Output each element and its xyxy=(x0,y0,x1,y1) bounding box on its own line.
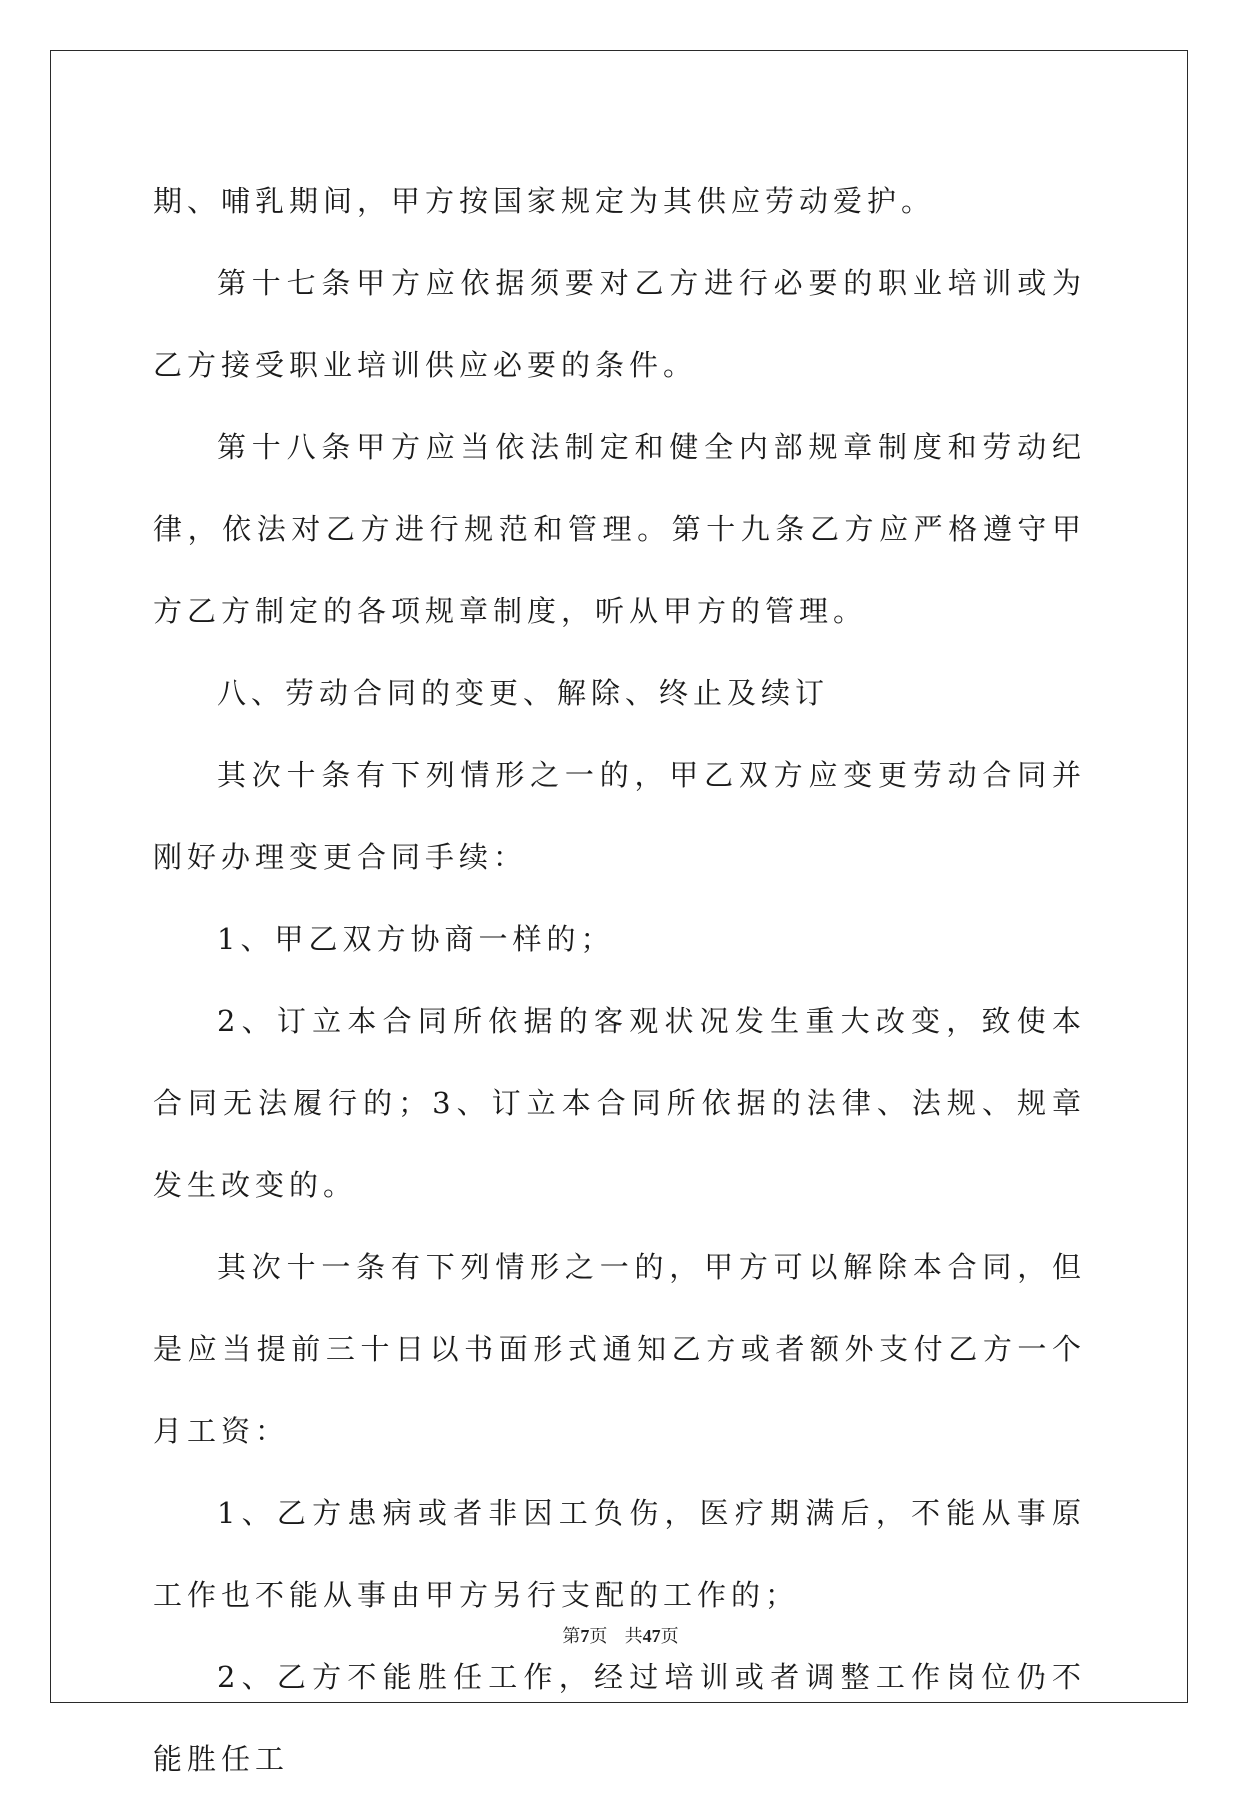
current-page-number: 7 xyxy=(580,1626,590,1646)
paragraph: 第十八条甲方应当依法制定和健全内部规章制度和劳动纪律，依法对乙方进行规范和管理。第十九条乙方应严格遵守甲方乙方制定的各项规章制度，听从甲方的管理。 xyxy=(153,430,1086,628)
footer-total-prefix: 共 xyxy=(624,1626,643,1647)
paragraph: 其次十一条有下列情形之一的，甲方可以解除本合同，但是应当提前三十日以书面形式通知乙方或者额外支付乙方一个月工资： xyxy=(153,1250,1086,1448)
document-body xyxy=(153,160,1086,1800)
paragraph: 期、哺乳期间，甲方按国家规定为其供应劳动爱护。 xyxy=(153,184,936,218)
list-item: 1、乙方患病或者非因工负伤，医疗期满后，不能从事原工作也不能从事由甲方另行支配的工作的； xyxy=(153,1496,1086,1612)
total-pages-number: 47 xyxy=(642,1626,661,1646)
footer-page-word: 页 xyxy=(589,1626,608,1647)
page-footer xyxy=(0,1622,1241,1648)
list-item: 2、订立本合同所依据的客观状况发生重大改变，致使本合同无法履行的；3、订立本合同所依据的法律、法规、规章发生改变的。 xyxy=(153,1004,1086,1202)
footer-prefix: 第 xyxy=(562,1626,581,1647)
list-item: 2、乙方不能胜任工作，经过培训或者调整工作岗位仍不能胜任工 xyxy=(153,1660,1086,1776)
paragraph: 第十七条甲方应依据须要对乙方进行必要的职业培训或为乙方接受职业培训供应必要的条件。 xyxy=(153,266,1086,382)
list-item: 1、甲乙双方协商一样的； xyxy=(217,922,615,956)
footer-total-suffix: 页 xyxy=(660,1626,679,1647)
paragraph: 其次十条有下列情形之一的，甲乙双方应变更劳动合同并刚好办理变更合同手续： xyxy=(153,758,1086,874)
section-heading: 八、劳动合同的变更、解除、终止及续订 xyxy=(217,676,830,710)
